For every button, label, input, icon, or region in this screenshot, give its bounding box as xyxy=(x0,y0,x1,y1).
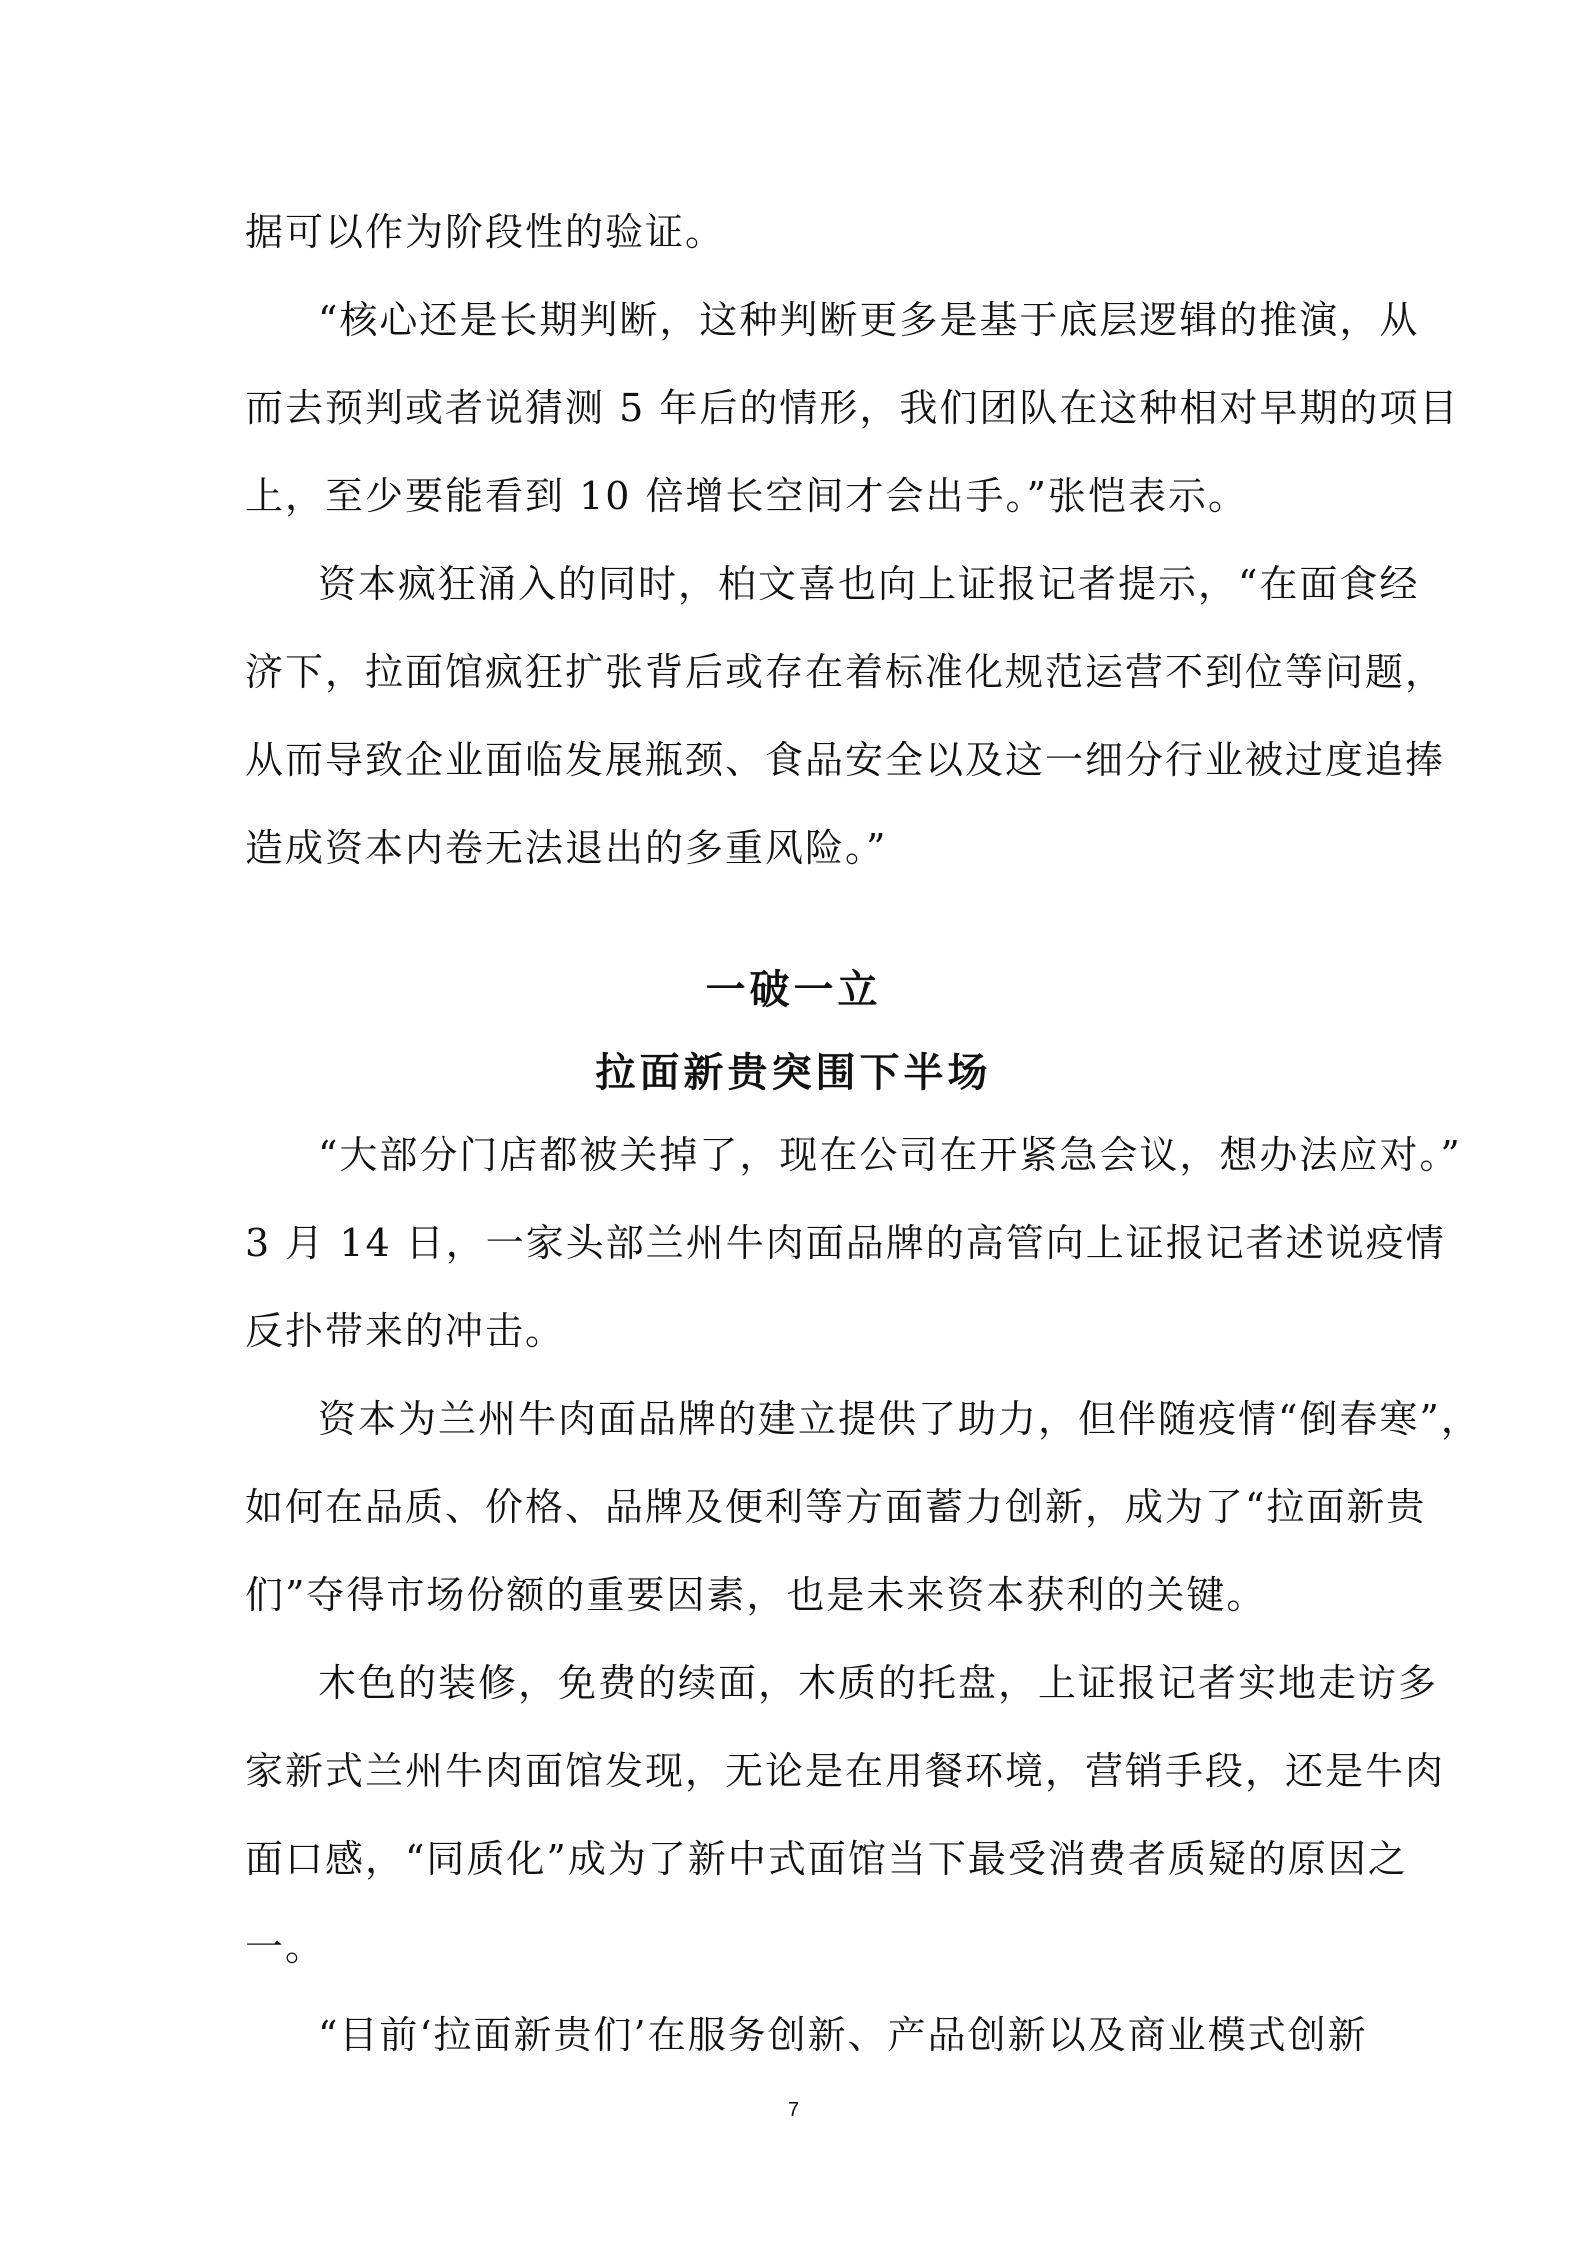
text-line: 木色的装修，免费的续面，木质的托盘，上证报记者实地走访多 xyxy=(318,1661,1439,1705)
text-line: 济下，拉面馆疯狂扩张背后或存在着标准化规范运营不到位等问题， xyxy=(245,650,1446,694)
text-line: “目前‘拉面新贵们’在服务创新、产品创新以及商业模式创新 xyxy=(318,2013,1368,2057)
text-line: 上，至少要能看到 10 倍增长空间才会出手。”张恺表示。 xyxy=(245,474,1248,518)
text-line: “核心还是长期判断，这种判断更多是基于底层逻辑的推演，从 xyxy=(318,298,1420,342)
text-line: 如何在品质、价格、品牌及便利等方面蓄力创新，成为了“拉面新贵 xyxy=(245,1485,1427,1529)
page-number: 7 xyxy=(787,2099,800,2121)
text-line: “大部分门店都被关掉了，现在公司在开紧急会议，想办法应对。” xyxy=(318,1133,1462,1177)
text-line: 面口感，“同质化”成为了新中式面馆当下最受消费者质疑的原因之 xyxy=(245,1837,1408,1881)
text-line: 资本疯狂涌入的同时，柏文喜也向上证报记者提示，“在面食经 xyxy=(318,562,1420,606)
text-line: 据可以作为阶段性的验证。 xyxy=(245,210,726,254)
text-line: 一。 xyxy=(245,1925,326,1969)
text-line: 造成资本内卷无法退出的多重风险。” xyxy=(245,826,888,870)
section-heading: 一破一立 xyxy=(705,966,882,1013)
text-line: 反扑带来的冲击。 xyxy=(245,1309,566,1353)
text-line: 资本为兰州牛肉面品牌的建立提供了助力，但伴随疫情“倒春寒”， xyxy=(318,1397,1481,1441)
text-line: 们”夺得市场份额的重要因素，也是未来资本获利的关键。 xyxy=(245,1573,1267,1617)
text-line: 而去预判或者说猜测 5 年后的情形，我们团队在这种相对早期的项目 xyxy=(245,386,1460,430)
text-line: 家新式兰州牛肉面馆发现，无论是在用餐环境，营销手段，还是牛肉 xyxy=(245,1749,1446,1793)
text-line: 从而导致企业面临发展瓶颈、食品安全以及这一细分行业被过度追捧 xyxy=(245,738,1446,782)
section-heading: 拉面新贵突围下半场 xyxy=(595,1049,992,1096)
text-line: 3 月 14 日，一家头部兰州牛肉面品牌的高管向上证报记者述说疫情 xyxy=(245,1221,1446,1265)
